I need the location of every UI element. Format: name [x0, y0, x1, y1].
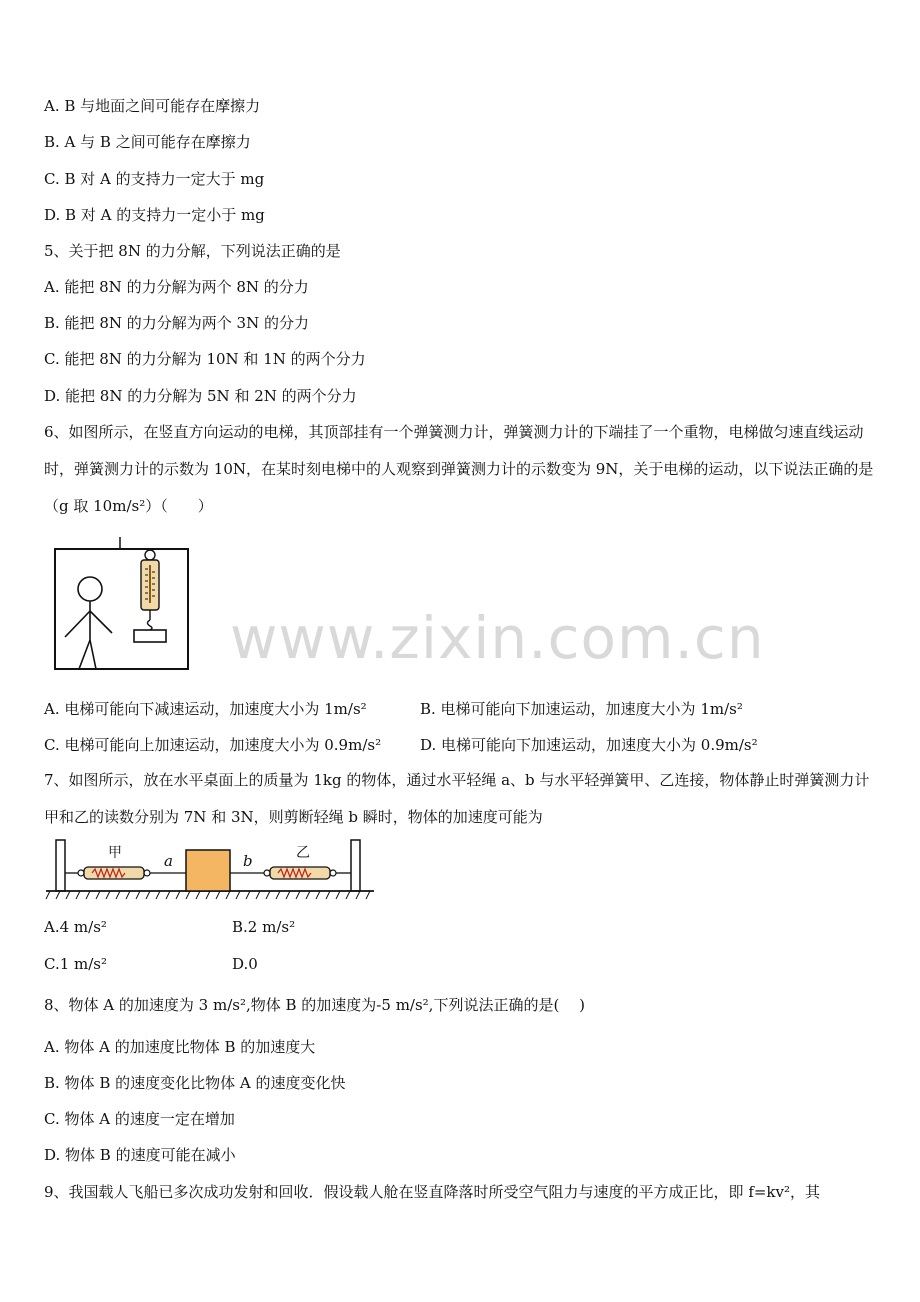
q5-option-d: D. 能把 8N 的力分解为 5N 和 2N 的两个分力	[44, 387, 357, 405]
q5-option-b: B. 能把 8N 的力分解为两个 3N 的分力	[44, 314, 309, 332]
q6-stem: 6、如图所示，在竖直方向运动的电梯，其顶部挂有一个弹簧测力计，弹簧测力计的下端挂了一个重物，电梯做匀速直线运动时，弹簧测力计的示数为 10N，在某时刻电梯中的人观察到弹簧测力计的示数变为 9N，关于电梯的运动，以下说法正确的是（g 取 10m/s²）（ ）	[44, 423, 874, 515]
q4-option-c: C. B 对 A 的支持力一定大于 mg	[44, 170, 265, 188]
spring-block-figure	[46, 838, 376, 903]
q5-option-a: A. 能把 8N 的力分解为两个 8N 的分力	[44, 278, 309, 296]
q6-option-a: A. 电梯可能向下减速运动，加速度大小为 1m/s²	[44, 700, 367, 718]
q7-option-b: B.2 m/s²	[232, 918, 296, 936]
q7-option-a: A.4 m/s²	[44, 918, 107, 936]
watermark-text: www.zixin.com.cn	[230, 604, 765, 672]
q5-option-c: C. 能把 8N 的力分解为 10N 和 1N 的两个分力	[44, 350, 366, 368]
label-jia: 甲	[108, 845, 122, 861]
q8-option-c: C. 物体 A 的速度一定在增加	[44, 1110, 235, 1128]
q4-option-b: B. A 与 B 之间可能存在摩擦力	[44, 133, 251, 151]
q5-stem: 5、关于把 8N 的力分解，下列说法正确的是	[44, 242, 341, 260]
label-b: b	[243, 852, 253, 870]
q8-stem: 8、物体 A 的加速度为 3 m/s²,物体 B 的加速度为-5 m/s²,下列说法正确的是( )	[44, 996, 585, 1014]
elevator-figure	[52, 537, 192, 672]
q4-option-a: A. B 与地面之间可能存在摩擦力	[44, 97, 261, 115]
q9-stem: 9、我国载人飞船已多次成功发射和回收．假设载人舱在竖直降落时所受空气阻力与速度的平方成正比，即 f=kv²，其	[44, 1183, 821, 1201]
q7-option-d: D.0	[232, 955, 258, 973]
label-a: a	[164, 852, 173, 870]
q6-option-b: B. 电梯可能向下加速运动，加速度大小为 1m/s²	[420, 700, 743, 718]
q6-option-d: D. 电梯可能向下加速运动，加速度大小为 0.9m/s²	[420, 736, 758, 754]
q8-option-d: D. 物体 B 的速度可能在减小	[44, 1146, 236, 1164]
q8-option-b: B. 物体 B 的速度变化比物体 A 的速度变化快	[44, 1074, 346, 1092]
q7-option-c: C.1 m/s²	[44, 955, 108, 973]
q8-option-a: A. 物体 A 的加速度比物体 B 的加速度大	[44, 1038, 316, 1056]
q4-option-d: D. B 对 A 的支持力一定小于 mg	[44, 206, 265, 224]
q7-stem: 7、如图所示，放在水平桌面上的质量为 1kg 的物体，通过水平轻绳 a、b 与水平轻弹簧甲、乙连接，物体静止时弹簧测力计甲和乙的读数分别为 7N 和 3N，则剪断轻绳 b 瞬时，物体的加速度可能为	[44, 771, 870, 826]
q6-option-c: C. 电梯可能向上加速运动，加速度大小为 0.9m/s²	[44, 736, 382, 754]
label-yi: 乙	[296, 845, 310, 861]
